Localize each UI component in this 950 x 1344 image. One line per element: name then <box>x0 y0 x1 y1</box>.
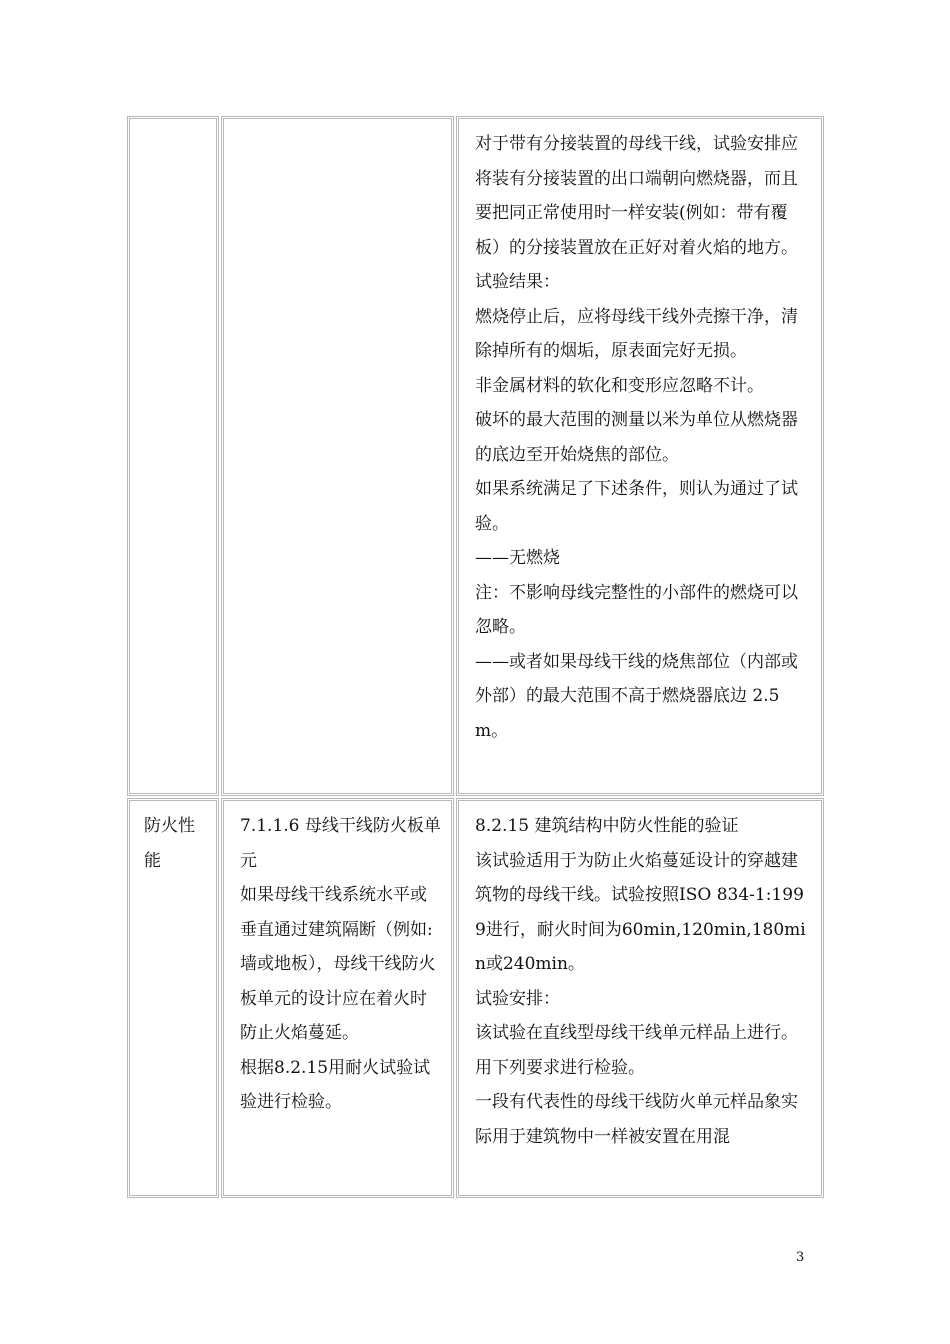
table-cell-requirement <box>221 798 454 1198</box>
cell-paragraph: 一段有代表性的母线干线防火单元样品象实际用于建筑物中一样被安置在用混 <box>475 1092 798 1147</box>
cell-paragraph: 8.2.15 建筑结构中防火性能的验证 <box>475 816 739 836</box>
cell-paragraph: ——无燃烧 <box>475 548 560 568</box>
cell-paragraph: 试验结果： <box>475 272 560 292</box>
cell-paragraph: 7.1.1.6 母线干线防火板单元 <box>240 816 441 871</box>
table-cell-item <box>127 116 219 796</box>
cell-paragraph: 对于带有分接装置的母线干线，试验安排应将装有分接装置的出口端朝向燃烧器，而且要把同正常使用时一样安装(例如：带有覆板）的分接装置放在正好对着火焰的地方。 <box>475 134 798 258</box>
cell-paragraph: 该试验适用于为防止火焰蔓延设计的穿越建筑物的母线干线。试验按照ISO 834-1:1999进行，耐火时间为60min,120min,180min或240min。 <box>475 850 806 974</box>
cell-paragraph: 注：不影响母线完整性的小部件的燃烧可以忽略。 <box>475 582 798 637</box>
cell-paragraph: 试验安排： <box>475 988 560 1009</box>
page-number: 3 <box>796 1250 805 1265</box>
cell-paragraph: 破坏的最大范围的测量以米为单位从燃烧器的底边至开始烧焦的部位。 <box>475 410 798 465</box>
cell-paragraph: 如果母线干线系统水平或垂直通过建筑隔断（例如:墙或地板），母线干线防火板单元的设计应在着火时防止火焰蔓延。 <box>240 885 436 1043</box>
cell-paragraph: 用下列要求进行检验。 <box>475 1057 645 1078</box>
cell-paragraph: 根据8.2.15用耐火试验试验进行检验。 <box>240 1057 431 1112</box>
cell-paragraph: 非金属材料的软化和变形应忽略不计。 <box>475 375 764 396</box>
table-row <box>126 797 826 1199</box>
table-cell-requirement <box>221 116 454 796</box>
table-cell-item: 防火性能 <box>127 798 219 1198</box>
cell-paragraph: ——或者如果母线干线的烧焦部位（内部或外部）的最大范围不高于燃烧器底边 2.5m。 <box>475 651 798 741</box>
spec-table <box>126 115 826 1199</box>
table-cell-test-method <box>456 116 824 796</box>
cell-paragraph: 如果系统满足了下述条件，则认为通过了试验。 <box>475 479 798 534</box>
cell-paragraph: 该试验在直线型母线干线单元样品上进行。 <box>475 1023 798 1043</box>
table-cell-test-method <box>456 798 824 1198</box>
cell-paragraph: 燃烧停止后，应将母线干线外壳擦干净，清除掉所有的烟垢，原表面完好无损。 <box>475 306 798 361</box>
table-row <box>126 115 826 797</box>
